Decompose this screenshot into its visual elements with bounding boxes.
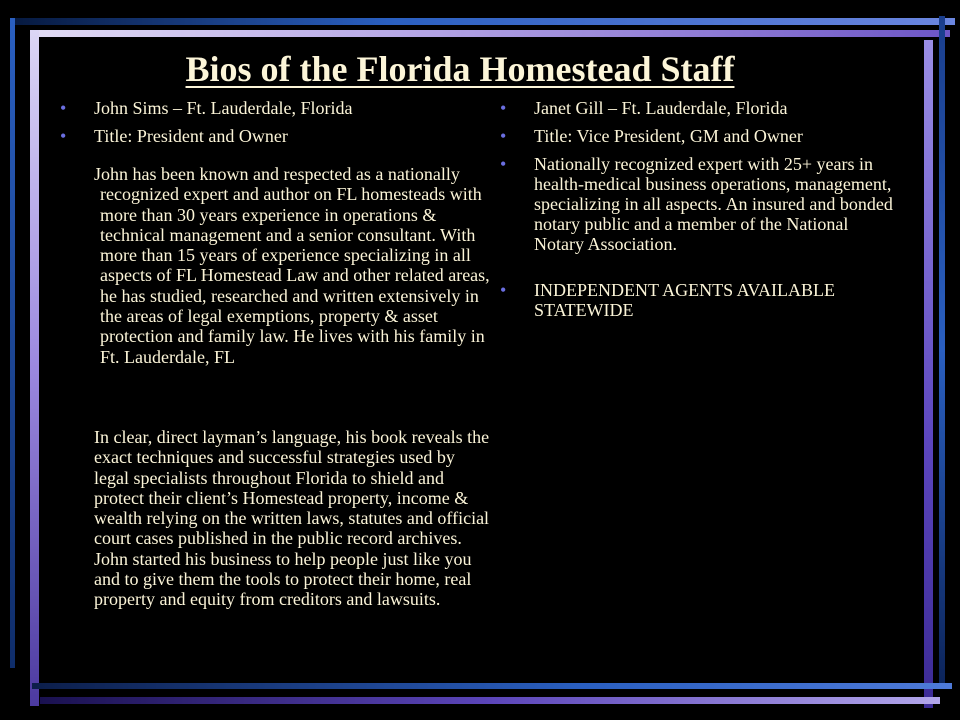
frame-left-purple-bar (30, 30, 39, 706)
slide-title: Bios of the Florida Homestead Staff (185, 49, 735, 89)
frame-bottom-purple-bar (40, 697, 940, 704)
right-bullet-list (500, 98, 900, 328)
frame-right-purple-bar (924, 40, 933, 708)
john-bio-paragraph: John has been known and respected as a nationally recognized expert and author on FL homesteads with more than 30 years experience in operations & technical management and a senior consultant. With more than 15 years of experience specializing in all aspects of FL Homestead Law and other related areas, he has studied, researched and written extensively in the areas of legal exemptions, property & asset protection and family law. He lives with his family in Ft. Lauderdale, FL (94, 164, 490, 367)
bullet-icon: • (500, 126, 507, 146)
frame-top-purple-bar (30, 30, 950, 37)
bullet-icon: • (500, 98, 507, 118)
john-book-paragraph: In clear, direct layman’s language, his book reveals the exact techniques and successful strategies used by legal specialists throughout Florida to shield and protect their client’s Homestead property, income & wealth relying on the written laws, statutes and official court cases published in the public record archives. John started his business to help people just like you and to give them the tools to protect their home, real property and equity from creditors and lawsuits. (94, 427, 490, 610)
frame-left-blue-bar (10, 18, 15, 668)
list-item-janet-bio (500, 154, 900, 254)
left-bullet-list (60, 98, 500, 154)
bullet-icon: • (60, 126, 67, 146)
bullet-icon: • (500, 154, 507, 174)
bullet-icon: • (500, 280, 507, 300)
list-item-text: INDEPENDENT AGENTS AVAILABLE STATEWIDE (534, 280, 836, 320)
list-item-agents (500, 280, 900, 320)
frame-right-blue-bar (939, 16, 945, 684)
list-item-text: Title: Vice President, GM and Owner (534, 126, 803, 146)
list-item-text: John Sims – Ft. Lauderdale, Florida (94, 98, 353, 118)
frame-bottom-blue-bar (32, 683, 952, 689)
list-item-text: Nationally recognized expert with 25+ years in health-medical business operations, management, specializing in all aspects. An insured and bonded notary public and a member of the National Notary Association. (534, 154, 893, 254)
bullet-icon: • (60, 98, 67, 118)
list-item-text: Title: President and Owner (94, 126, 288, 146)
list-item-text: Janet Gill – Ft. Lauderdale, Florida (534, 98, 788, 118)
list-item-janet-title (500, 126, 900, 146)
list-item-john-name (60, 98, 500, 118)
list-item-john-title (60, 126, 500, 146)
list-item-janet-name (500, 98, 900, 118)
frame-top-blue-bar (10, 18, 955, 25)
